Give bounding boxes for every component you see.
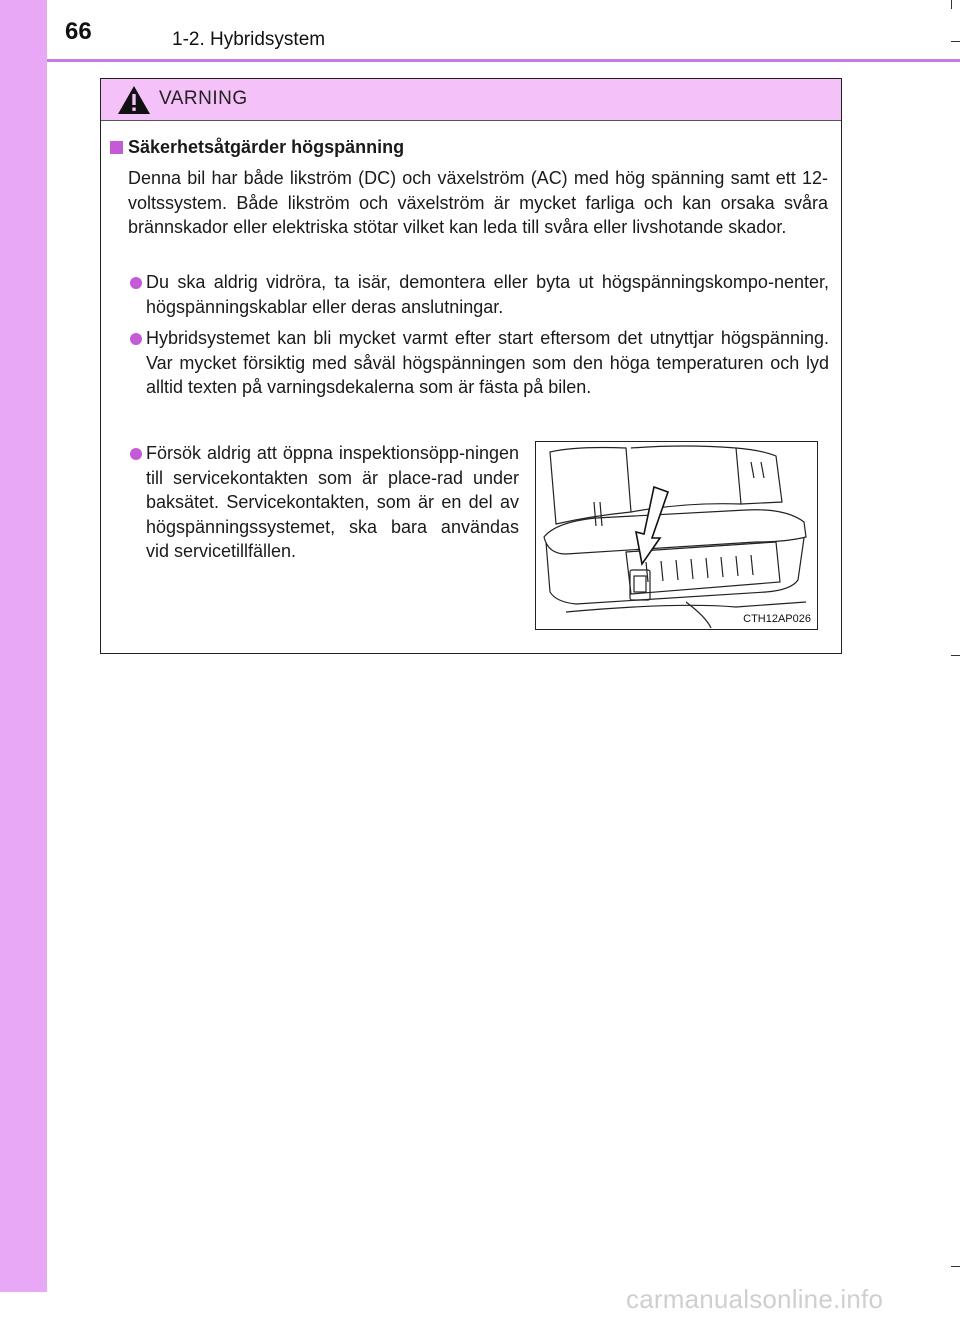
warning-box [100, 78, 842, 654]
round-bullet-icon [130, 333, 142, 345]
warning-heading: Säkerhetsåtgärder högspänning [128, 137, 405, 157]
warning-intro: Denna bil har både likström (DC) och växelström (AC) med hög spänning samt ett 12-voltssystem. Både likström och växelström är mycket farliga och kan orsaka svåra brännskador eller elektriska stötar vilket kan leda till svåra eller livshotande skador. [128, 168, 828, 237]
section-title: 1-2. Hybridsystem [172, 29, 326, 50]
crop-mark [951, 0, 952, 9]
crop-mark [951, 655, 960, 656]
header-rule [47, 59, 960, 62]
bullet-item: Du ska aldrig vidröra, ta isär, demontera eller byta ut högspänningskompo-nenter, högspänningskablar eller deras anslutningar. [146, 272, 829, 317]
bullet-item: Försök aldrig att öppna inspektionsöpp-ningen till servicekontakten som är place-rad under baksätet. Servicekontakten, som är en del av högspänningssystemet, ska bara användas vid servicetillfällen. [146, 443, 519, 561]
bullet-item: Hybridsystemet kan bli mycket varmt efter start eftersom det utnyttjar högspänning. Var mycket försiktig med såväl högspänningen som den höga temperaturen och lyd alltid texten på varningsdekalerna som är fästa på bilen. [146, 328, 829, 397]
crop-mark [951, 41, 960, 42]
round-bullet-icon [130, 277, 142, 289]
rear-seat-drawing [536, 442, 817, 629]
rear-seat-illustration [535, 441, 818, 630]
crop-mark [951, 1266, 960, 1267]
footer-watermark: carmanualsonline.info [626, 1284, 884, 1314]
square-bullet-icon [110, 141, 123, 154]
side-color-strip [0, 0, 47, 1292]
page-number: 66 [65, 18, 92, 45]
illustration-code: CTH12AP026 [743, 613, 811, 625]
warning-header [101, 79, 841, 121]
warning-label: VARNING [159, 88, 248, 109]
round-bullet-icon [130, 448, 142, 460]
warning-triangle-icon [117, 85, 151, 115]
